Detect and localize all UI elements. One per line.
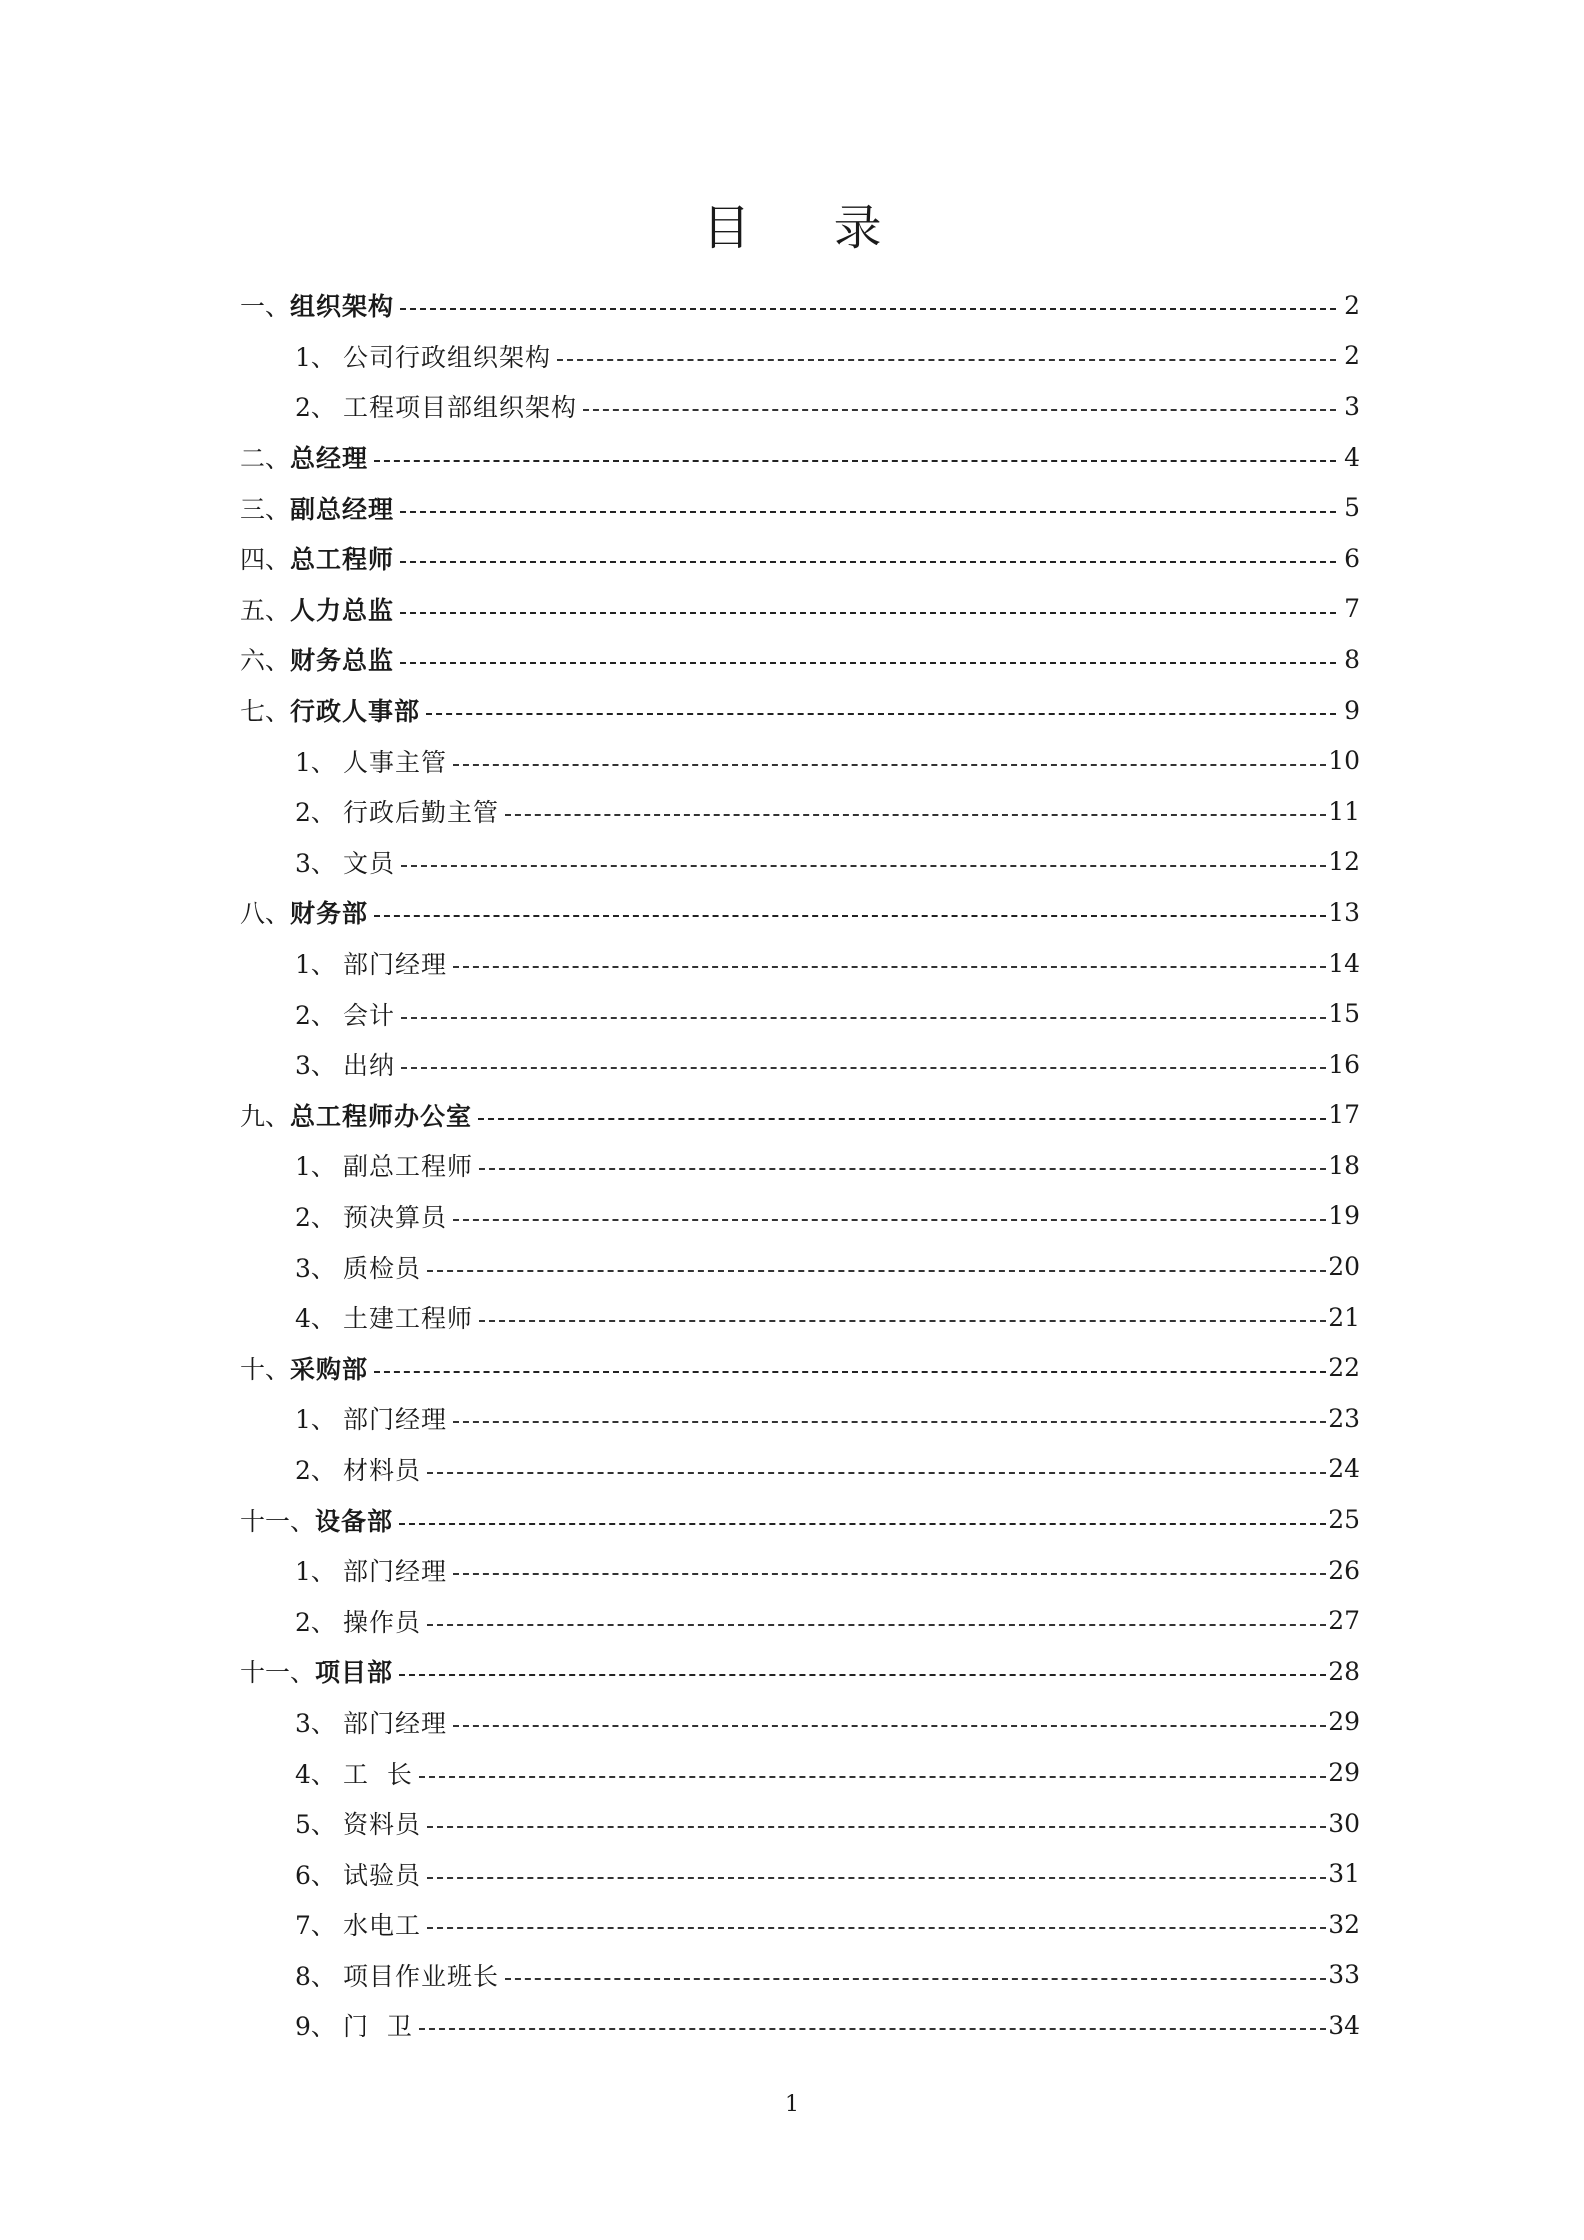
toc-entry-number: 3、: [295, 848, 336, 878]
toc-entry-number: 1、: [295, 1405, 336, 1435]
toc-entry-number: 八、: [240, 899, 291, 929]
toc-leader-line: [374, 915, 1326, 917]
toc-entry-page: 9: [1344, 695, 1360, 725]
toc-section-entry[interactable]: [240, 584, 1360, 635]
toc-section-entry[interactable]: [240, 1646, 1360, 1697]
toc-section-entry[interactable]: [240, 432, 1360, 483]
toc-leader-line: [399, 1523, 1326, 1525]
toc-entry-page: 23: [1328, 1403, 1360, 1433]
toc-section-entry[interactable]: [240, 634, 1360, 685]
toc-leader-line: [427, 1270, 1326, 1272]
toc-leader-line: [427, 1624, 1326, 1626]
toc-entry-title: 预决算员: [343, 1202, 448, 1232]
toc-leader-line: [400, 511, 1336, 513]
toc-entry-number: 十一、: [240, 1658, 316, 1688]
toc-entry-number: 2、: [295, 1455, 336, 1485]
toc-entry-number: 1、: [295, 1152, 336, 1182]
toc-leader-line: [453, 1421, 1326, 1423]
toc-entry-title: 人事主管: [343, 747, 448, 777]
toc-leader-line: [427, 1472, 1326, 1474]
toc-entry-page: 30: [1328, 1808, 1360, 1838]
toc-entry-title: 财务部: [290, 899, 369, 929]
page-number: 1: [785, 2092, 799, 2117]
toc-leader-line: [505, 814, 1326, 816]
toc-leader-line: [478, 1118, 1326, 1120]
toc-leader-line: [419, 2028, 1326, 2030]
toc-section-entry[interactable]: [240, 280, 1360, 331]
toc-section-entry[interactable]: [240, 685, 1360, 736]
toc-section-entry[interactable]: [240, 1494, 1360, 1545]
toc-entry-page: 33: [1328, 1960, 1360, 1990]
toc-entry-page: 4: [1344, 442, 1360, 472]
toc-leader-line: [583, 409, 1336, 411]
toc-leader-line: [400, 308, 1336, 310]
toc-entry-title: 操作员: [343, 1607, 422, 1637]
toc-leader-line: [401, 1067, 1326, 1069]
toc-leader-line: [427, 1927, 1326, 1929]
toc-subsection-entry[interactable]: [240, 988, 1360, 1039]
toc-subsection-entry[interactable]: [240, 1140, 1360, 1191]
toc-subsection-entry[interactable]: [240, 1292, 1360, 1343]
toc-section-entry[interactable]: [240, 533, 1360, 584]
toc-leader-line: [401, 1017, 1326, 1019]
toc-entry-page: 28: [1328, 1656, 1360, 1686]
toc-entry-title: 出纳: [343, 1051, 396, 1081]
toc-subsection-entry[interactable]: [240, 381, 1360, 432]
toc-entry-number: 三、: [240, 494, 291, 524]
toc-entry-title: 土建工程师: [343, 1304, 474, 1334]
toc-entry-page: 10: [1328, 746, 1360, 776]
toc-entry-page: 22: [1328, 1353, 1360, 1383]
toc-entry-page: 31: [1328, 1859, 1360, 1889]
toc-entry-number: 2、: [295, 1202, 336, 1232]
toc-entry-title: 文员: [343, 848, 396, 878]
toc-entry-number: 1、: [295, 342, 336, 372]
toc-entry-number: 十一、: [240, 1506, 316, 1536]
toc-entry-number: 2、: [295, 798, 336, 828]
toc-entry-number: 8、: [295, 1961, 336, 1991]
toc-entry-title: 设备部: [315, 1506, 394, 1536]
toc-entry-title: 总工程师办公室: [290, 1101, 473, 1131]
toc-subsection-entry[interactable]: [240, 1798, 1360, 1849]
toc-entry-title: 组织架构: [290, 292, 395, 322]
toc-entry-title: 质检员: [343, 1253, 422, 1283]
toc-entry-title: 副总经理: [290, 494, 395, 524]
toc-leader-line: [400, 612, 1336, 614]
toc-leader-line: [453, 1725, 1326, 1727]
toc-subsection-entry[interactable]: [240, 1393, 1360, 1444]
toc-entry-title: 公司行政组织架构: [343, 342, 552, 372]
toc-subsection-entry[interactable]: [240, 331, 1360, 382]
toc-entry-title: 会计: [343, 1000, 396, 1030]
toc-entry-number: 十、: [240, 1354, 291, 1384]
toc-entry-title: 总经理: [290, 444, 369, 474]
toc-entry-title: 门 卫: [343, 2012, 413, 2042]
toc-entry-page: 14: [1328, 948, 1360, 978]
page-title: 目 录: [702, 200, 916, 256]
toc-entry-number: 一、: [240, 292, 291, 322]
toc-subsection-entry[interactable]: [240, 1950, 1360, 2001]
toc-leader-line: [505, 1978, 1326, 1980]
toc-entry-number: 6、: [295, 1860, 336, 1890]
toc-entry-page: 12: [1328, 847, 1360, 877]
toc-subsection-entry[interactable]: [240, 1545, 1360, 1596]
toc-entry-number: 1、: [295, 950, 336, 980]
toc-leader-line: [453, 1573, 1326, 1575]
toc-entry-page: 2: [1344, 341, 1360, 371]
toc-leader-line: [426, 713, 1336, 715]
toc-entry-page: 11: [1328, 796, 1360, 826]
toc-section-entry[interactable]: [240, 482, 1360, 533]
toc-entry-number: 九、: [240, 1101, 291, 1131]
toc-entry-number: 六、: [240, 646, 291, 676]
toc-entry-number: 7、: [295, 1911, 336, 1941]
toc-entry-page: 18: [1328, 1150, 1360, 1180]
toc-entry-number: 1、: [295, 747, 336, 777]
toc-entry-number: 2、: [295, 393, 336, 423]
toc-leader-line: [453, 1219, 1326, 1221]
toc-subsection-entry[interactable]: [240, 1697, 1360, 1748]
toc-leader-line: [419, 1776, 1326, 1778]
toc-entry-page: 19: [1328, 1201, 1360, 1231]
toc-leader-line: [374, 1371, 1326, 1373]
toc-entry-number: 5、: [295, 1810, 336, 1840]
toc-entry-page: 29: [1328, 1758, 1360, 1788]
toc-section-entry[interactable]: [240, 1090, 1360, 1141]
toc-entry-title: 材料员: [343, 1455, 422, 1485]
toc-entry-page: 7: [1344, 594, 1360, 624]
toc-subsection-entry[interactable]: [240, 938, 1360, 989]
toc-entry-page: 13: [1328, 897, 1360, 927]
toc-subsection-entry[interactable]: [240, 735, 1360, 786]
toc-entry-title: 部门经理: [343, 1708, 448, 1738]
table-of-contents: [240, 280, 1360, 2051]
toc-entry-page: 29: [1328, 1707, 1360, 1737]
toc-entry-title: 资料员: [343, 1810, 422, 1840]
toc-subsection-entry[interactable]: [240, 1899, 1360, 1950]
toc-leader-line: [557, 359, 1336, 361]
toc-entry-page: 25: [1328, 1505, 1360, 1535]
toc-leader-line: [374, 460, 1336, 462]
toc-entry-page: 20: [1328, 1252, 1360, 1282]
toc-leader-line: [399, 1674, 1326, 1676]
toc-entry-number: 2、: [295, 1607, 336, 1637]
toc-leader-line: [479, 1320, 1326, 1322]
toc-entry-page: 8: [1344, 644, 1360, 674]
toc-leader-line: [479, 1168, 1326, 1170]
toc-entry-page: 2: [1344, 290, 1360, 320]
toc-entry-page: 32: [1328, 1909, 1360, 1939]
toc-entry-title: 人力总监: [290, 595, 395, 625]
toc-entry-page: 15: [1328, 999, 1360, 1029]
toc-entry-title: 部门经理: [343, 1405, 448, 1435]
toc-subsection-entry[interactable]: [240, 1747, 1360, 1798]
toc-subsection-entry[interactable]: [240, 1848, 1360, 1899]
toc-entry-number: 四、: [240, 545, 291, 575]
toc-entry-number: 9、: [295, 2012, 336, 2042]
toc-leader-line: [401, 865, 1326, 867]
toc-entry-title: 部门经理: [343, 1557, 448, 1587]
toc-entry-number: 4、: [295, 1304, 336, 1334]
toc-entry-title: 部门经理: [343, 950, 448, 980]
toc-section-entry[interactable]: [240, 1342, 1360, 1393]
toc-entry-title: 项目部: [315, 1658, 394, 1688]
toc-entry-number: 4、: [295, 1759, 336, 1789]
toc-subsection-entry[interactable]: [240, 1595, 1360, 1646]
toc-entry-title: 试验员: [343, 1860, 422, 1890]
toc-entry-page: 21: [1328, 1302, 1360, 1332]
toc-leader-line: [453, 764, 1326, 766]
toc-entry-page: 27: [1328, 1606, 1360, 1636]
toc-entry-number: 五、: [240, 595, 291, 625]
toc-leader-line: [400, 662, 1336, 664]
toc-leader-line: [427, 1877, 1326, 1879]
toc-subsection-entry[interactable]: [240, 1444, 1360, 1495]
toc-subsection-entry[interactable]: [240, 837, 1360, 888]
toc-entry-page: 16: [1328, 1049, 1360, 1079]
toc-section-entry[interactable]: [240, 887, 1360, 938]
toc-entry-number: 3、: [295, 1051, 336, 1081]
toc-entry-title: 项目作业班长: [343, 1961, 500, 1991]
toc-entry-title: 副总工程师: [343, 1152, 474, 1182]
toc-entry-title: 行政人事部: [290, 697, 421, 727]
toc-entry-page: 3: [1344, 391, 1360, 421]
toc-entry-title: 财务总监: [290, 646, 395, 676]
toc-leader-line: [427, 1826, 1326, 1828]
toc-entry-page: 26: [1328, 1555, 1360, 1585]
toc-leader-line: [400, 561, 1336, 563]
toc-subsection-entry[interactable]: [240, 1191, 1360, 1242]
toc-subsection-entry[interactable]: [240, 2000, 1360, 2051]
toc-entry-title: 采购部: [290, 1354, 369, 1384]
toc-leader-line: [453, 966, 1326, 968]
toc-entry-title: 工 长: [343, 1759, 413, 1789]
toc-entry-number: 2、: [295, 1000, 336, 1030]
toc-entry-number: 3、: [295, 1253, 336, 1283]
toc-entry-page: 17: [1328, 1100, 1360, 1130]
toc-entry-title: 行政后勤主管: [343, 798, 500, 828]
toc-entry-number: 1、: [295, 1557, 336, 1587]
toc-entry-title: 工程项目部组织架构: [343, 393, 578, 423]
toc-entry-title: 总工程师: [290, 545, 395, 575]
toc-subsection-entry[interactable]: [240, 786, 1360, 837]
toc-subsection-entry[interactable]: [240, 1241, 1360, 1292]
toc-subsection-entry[interactable]: [240, 1039, 1360, 1090]
toc-entry-page: 5: [1344, 493, 1360, 523]
toc-entry-number: 3、: [295, 1708, 336, 1738]
toc-entry-page: 24: [1328, 1454, 1360, 1484]
toc-entry-page: 34: [1328, 2010, 1360, 2040]
toc-entry-number: 七、: [240, 697, 291, 727]
toc-entry-title: 水电工: [343, 1911, 422, 1941]
toc-entry-page: 6: [1344, 543, 1360, 573]
toc-entry-number: 二、: [240, 444, 291, 474]
